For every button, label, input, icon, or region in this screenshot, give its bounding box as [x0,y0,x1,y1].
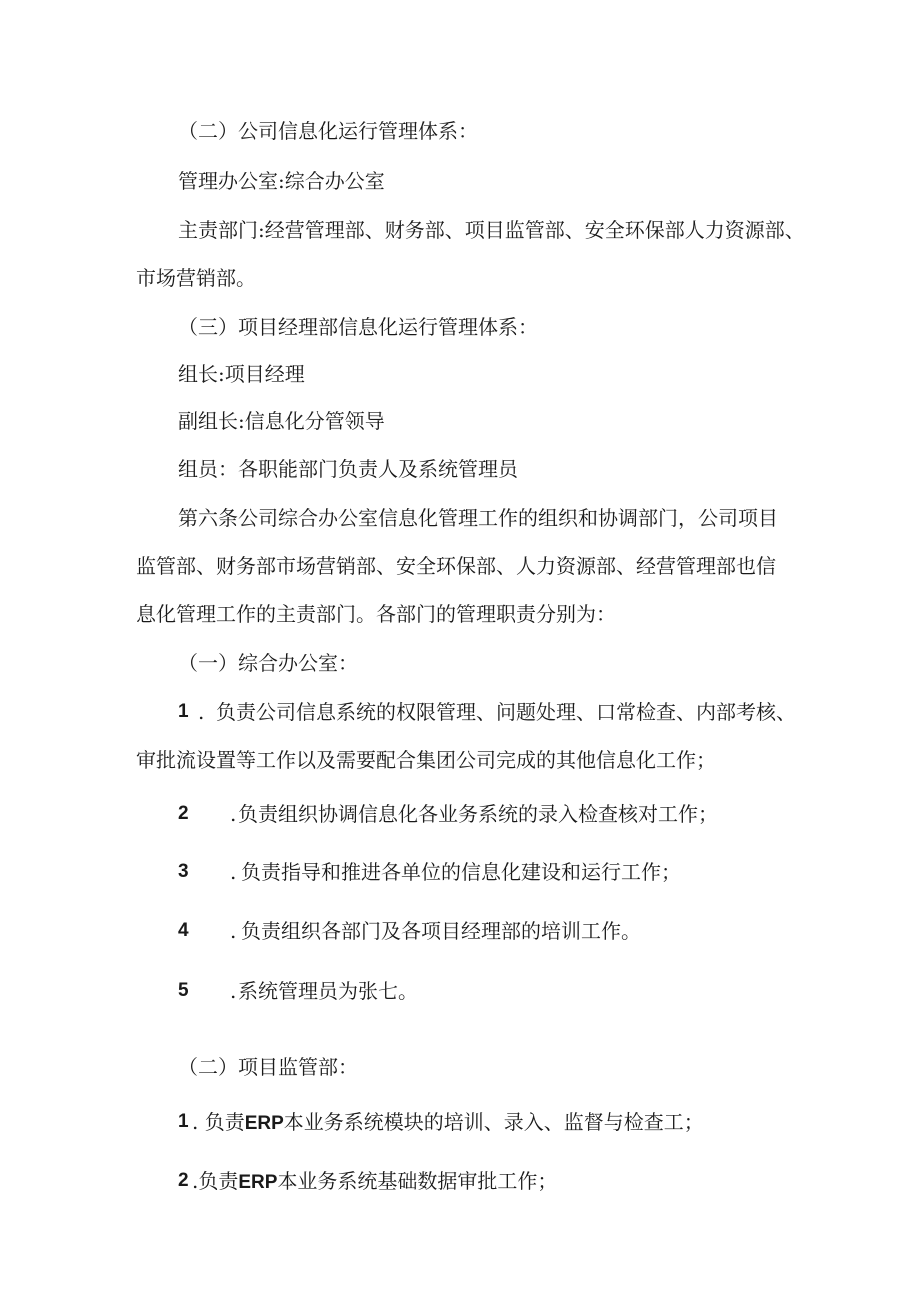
sec1-item-2-sep: . [230,802,237,826]
sec2-item-2-number: 2 [178,1170,189,1191]
sec2-item-1-sep: . [192,1110,205,1134]
section-heading-3: （三）项目经理部信息化运行管理体系： [178,315,538,339]
responsible-depts-line-1: 主责部门:经营管理部、财务部、项目监管部、安全环保部人力资源部、 [178,218,805,242]
sec1-item-5-text: 系统管理员为张七。 [238,979,418,1003]
sec1-item-5-sep: . [230,979,237,1003]
management-office-line: 管理办公室:综合办公室 [178,169,385,193]
sec1-item-1-number: 1 [178,701,189,722]
vice-leader-line: 副组长:信息化分管领导 [178,409,385,433]
sec1-item-1-sep: . [198,700,205,724]
responsible-depts-line-2: 市场营销部。 [136,266,256,290]
article-6-line-3: 息化管理工作的主责部门。各部门的管理职责分别为： [136,602,616,626]
sec2-item-2-pre: 负责 [198,1169,239,1193]
sec1-item-2-number: 2 [178,803,189,824]
sec1-item-4-sep: . [230,919,237,943]
sec1-item-4-number: 4 [178,920,189,941]
members-line: 组员：各职能部门负责人及系统管理员 [178,457,518,481]
leader-line: 组长:项目经理 [178,362,305,386]
section-2-title: （二）项目监管部： [178,1055,358,1079]
sec2-item-2-post: 本业务系统基础数据审批工作； [277,1169,558,1193]
sec2-item-1-pre: 负责 [204,1110,245,1134]
sec1-item-3-text: 负责指导和推进各单位的信息化建设和运行工作； [241,860,681,884]
sec1-item-3-sep: . [230,860,237,884]
sec1-item-1-text: 负责公司信息系统的权限管理、问题处理、口常检查、内部考核、 [216,700,796,724]
sec1-item-2-text: 负责组织协调信息化各业务系统的录入检查核对工作； [238,802,718,826]
sec2-item-2-sep: . [192,1169,199,1193]
article-6-line-2: 监管部、财务部市场营销部、安全环保部、人力资源部、经营管理部也信 [136,554,776,578]
sec2-item-1-number: 1 [178,1111,189,1132]
sec2-item-2-erp: ERP [238,1172,278,1193]
sec2-item-1-erp: ERP [244,1113,284,1134]
section-1-title: （一）综合办公室： [178,651,358,675]
sec1-item-3-number: 3 [178,861,189,882]
sec1-item-5-number: 5 [178,980,189,1001]
sec2-item-2-text [192,1166,557,1198]
sec2-item-1-post: 本业务系统模块的培训、录入、监督与检查工； [283,1110,704,1134]
sec2-item-1-text [192,1107,704,1139]
article-6-line-1: 第六条公司综合办公室信息化管理工作的组织和协调部门，公司项目 [178,506,778,530]
sec1-item-4-text: 负责组织各部门及各项目经理部的培训工作。 [241,919,641,943]
sec1-item-1-text-cont: 审批流设置等工作以及需要配合集团公司完成的其他信息化工作； [136,748,716,772]
section-heading-2: （二）公司信息化运行管理体系： [178,119,478,143]
